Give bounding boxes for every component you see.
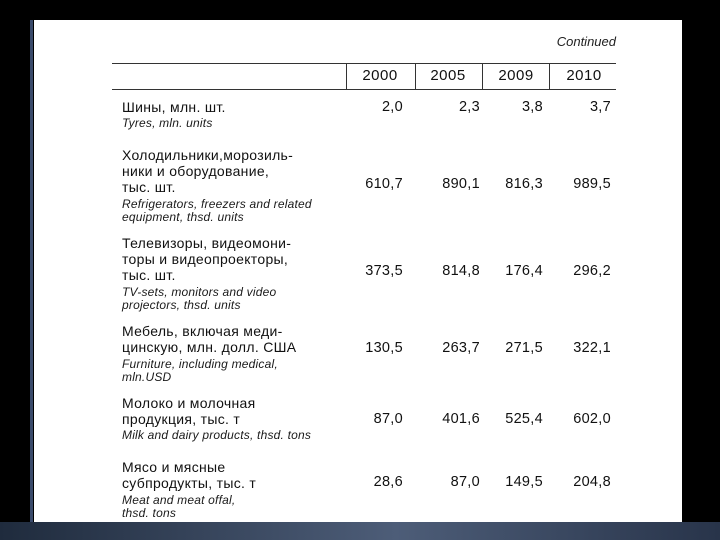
year-header-2000: 2000 <box>362 67 398 84</box>
row-label-en: Tyres, mln. units <box>122 116 213 130</box>
row-label-ru: Холодильники,морозиль- ники и оборудование, тыс. шт. <box>122 147 294 195</box>
row-label-ru: Мясо и мясные субпродукты, тыс. т <box>122 459 257 491</box>
document-page <box>34 20 682 525</box>
cell-value: 87,0 <box>373 411 403 427</box>
year-header-2009: 2009 <box>498 67 534 84</box>
cell-value: 149,5 <box>505 474 543 490</box>
row-label-en: Milk and dairy products, thsd. tons <box>122 428 312 442</box>
slide-bottom-band <box>0 522 720 540</box>
row-label-en: TV-sets, monitors and video projectors, thsd. units <box>122 285 277 312</box>
cell-value: 271,5 <box>505 340 543 356</box>
table-row <box>122 459 622 520</box>
cell-value: 816,3 <box>505 176 543 192</box>
cell-value: 989,5 <box>573 176 611 192</box>
cell-value: 204,8 <box>573 474 611 490</box>
year-header-2005: 2005 <box>430 67 466 84</box>
cell-value: 610,7 <box>365 176 403 192</box>
row-label-en: Meat and meat offal, thsd. tons <box>122 493 236 520</box>
header-separator <box>346 64 347 89</box>
cell-value: 130,5 <box>365 340 403 356</box>
cell-value: 814,8 <box>442 263 480 279</box>
row-label-en: Furniture, including medical, mln.USD <box>122 357 278 384</box>
table-row <box>122 235 622 312</box>
row-label-ru: Мебель, включая меди- цинскую, млн. долл. США <box>122 323 297 355</box>
cell-value: 3,8 <box>521 99 543 115</box>
header-top-rule <box>112 63 616 64</box>
header-separator <box>549 64 550 89</box>
cell-value: 401,6 <box>442 411 480 427</box>
header-separator <box>482 64 483 89</box>
header-bottom-rule <box>112 89 616 90</box>
row-label-ru: Молоко и молочная продукция, тыс. т <box>122 395 256 427</box>
cell-value: 3,7 <box>589 99 611 115</box>
row-label-ru: Шины, млн. шт. <box>122 99 226 115</box>
cell-value: 2,0 <box>381 99 403 115</box>
year-header-2010: 2010 <box>566 67 602 84</box>
cell-value: 263,7 <box>442 340 480 356</box>
cell-value: 28,6 <box>373 474 403 490</box>
cell-value: 890,1 <box>442 176 480 192</box>
row-label-en: Refrigerators, freezers and related equipment, thsd. units <box>122 197 312 224</box>
table-row <box>122 395 622 442</box>
cell-value: 2,3 <box>458 99 480 115</box>
slide-left-rule <box>30 20 33 525</box>
table-row <box>122 147 622 224</box>
cell-value: 525,4 <box>505 411 543 427</box>
cell-value: 176,4 <box>505 263 543 279</box>
cell-value: 322,1 <box>573 340 611 356</box>
cell-value: 373,5 <box>365 263 403 279</box>
cell-value: 87,0 <box>450 474 480 490</box>
row-label-ru: Телевизоры, видеомони- торы и видеопроекторы, тыс. шт. <box>122 235 292 283</box>
table-row <box>122 323 622 384</box>
table-row <box>122 99 622 130</box>
cell-value: 602,0 <box>573 411 611 427</box>
cell-value: 296,2 <box>573 263 611 279</box>
continued-label: Continued <box>556 34 616 49</box>
